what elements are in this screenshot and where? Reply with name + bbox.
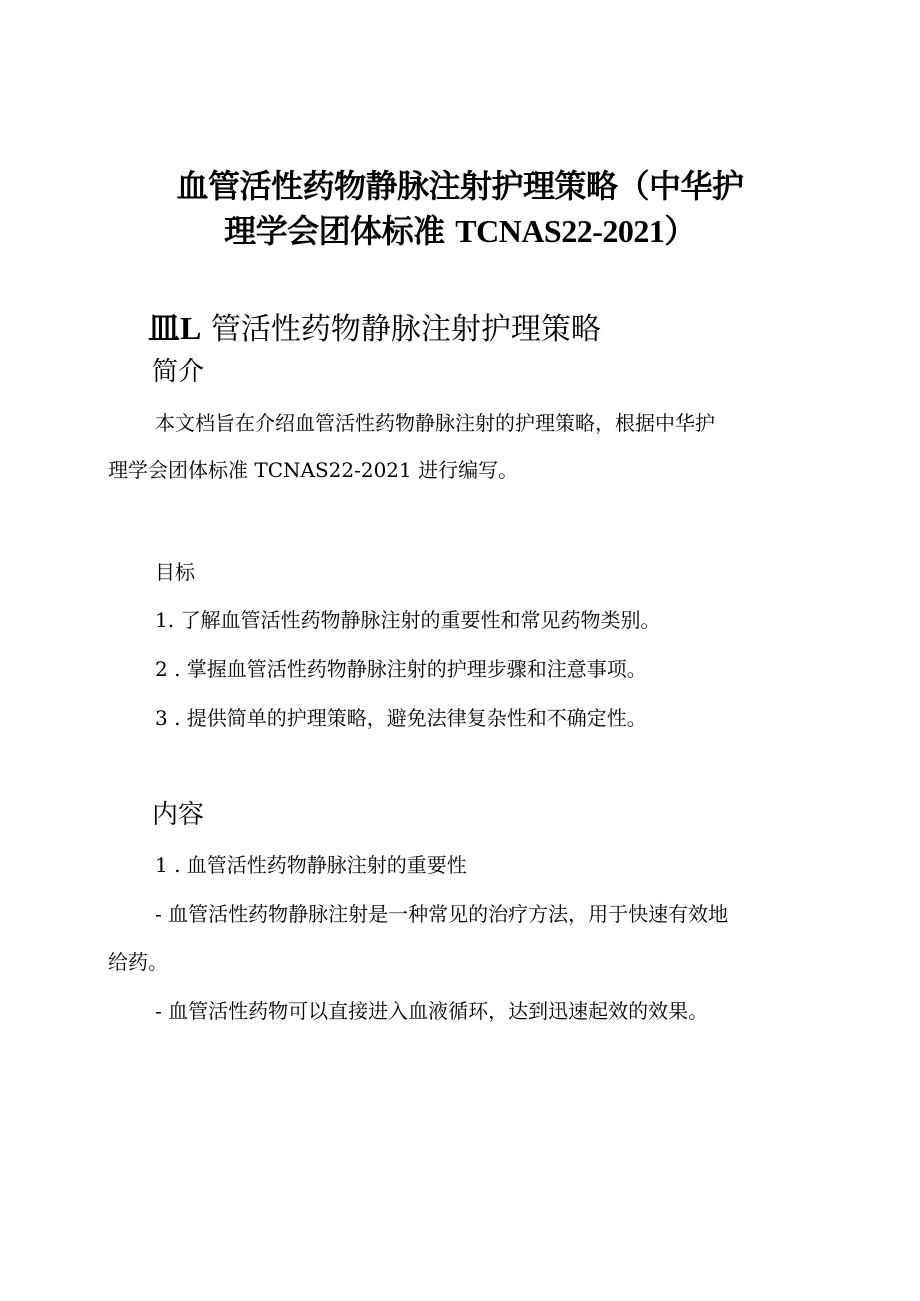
- heading-lead-glyphs: 皿L: [148, 310, 202, 346]
- title-text-2-suffix: ）: [664, 212, 696, 250]
- section-heading-main: [148, 308, 601, 350]
- title-text-1: 血管活性药物静脉注射护理策略（中华护: [176, 167, 744, 205]
- intro-paragraph-line-2: 理学会团体标准 TCNAS22-2021 进行编写。: [108, 458, 519, 482]
- content-subheading-1: 1 . 血管活性药物静脉注射的重要性: [155, 853, 467, 877]
- goal-item-1: 1. 了解血管活性药物静脉注射的重要性和常见药物类别。: [155, 608, 661, 632]
- intro-heading: 简介: [152, 357, 205, 387]
- intro-paragraph-line-1: 本文档旨在介绍血管活性药物静脉注射的护理策略，根据中华护: [155, 411, 715, 435]
- goals-heading: 目标: [155, 560, 195, 584]
- title-text-2-prefix: 理学会团体标准: [224, 212, 456, 250]
- content-bullet-1-line-2: 给药。: [108, 950, 168, 974]
- heading-main-text: 管活性药物静脉注射护理策略: [201, 312, 601, 347]
- content-heading: 内容: [152, 800, 205, 830]
- document-title-line-1: [0, 166, 920, 206]
- goal-item-2: 2 . 掌握血管活性药物静脉注射的护理步骤和注意事项。: [155, 657, 647, 681]
- content-bullet-1-line-1: - 血管活性药物静脉注射是一种常见的治疗方法，用于快速有效地: [155, 902, 729, 926]
- content-bullet-2: - 血管活性药物可以直接进入血液循环，达到迅速起效的效果。: [155, 999, 709, 1023]
- document-title-line-2: [0, 211, 920, 251]
- goal-item-3: 3 . 提供简单的护理策略，避免法律复杂性和不确定性。: [155, 706, 647, 730]
- standard-code: TCNAS22-2021: [455, 213, 665, 249]
